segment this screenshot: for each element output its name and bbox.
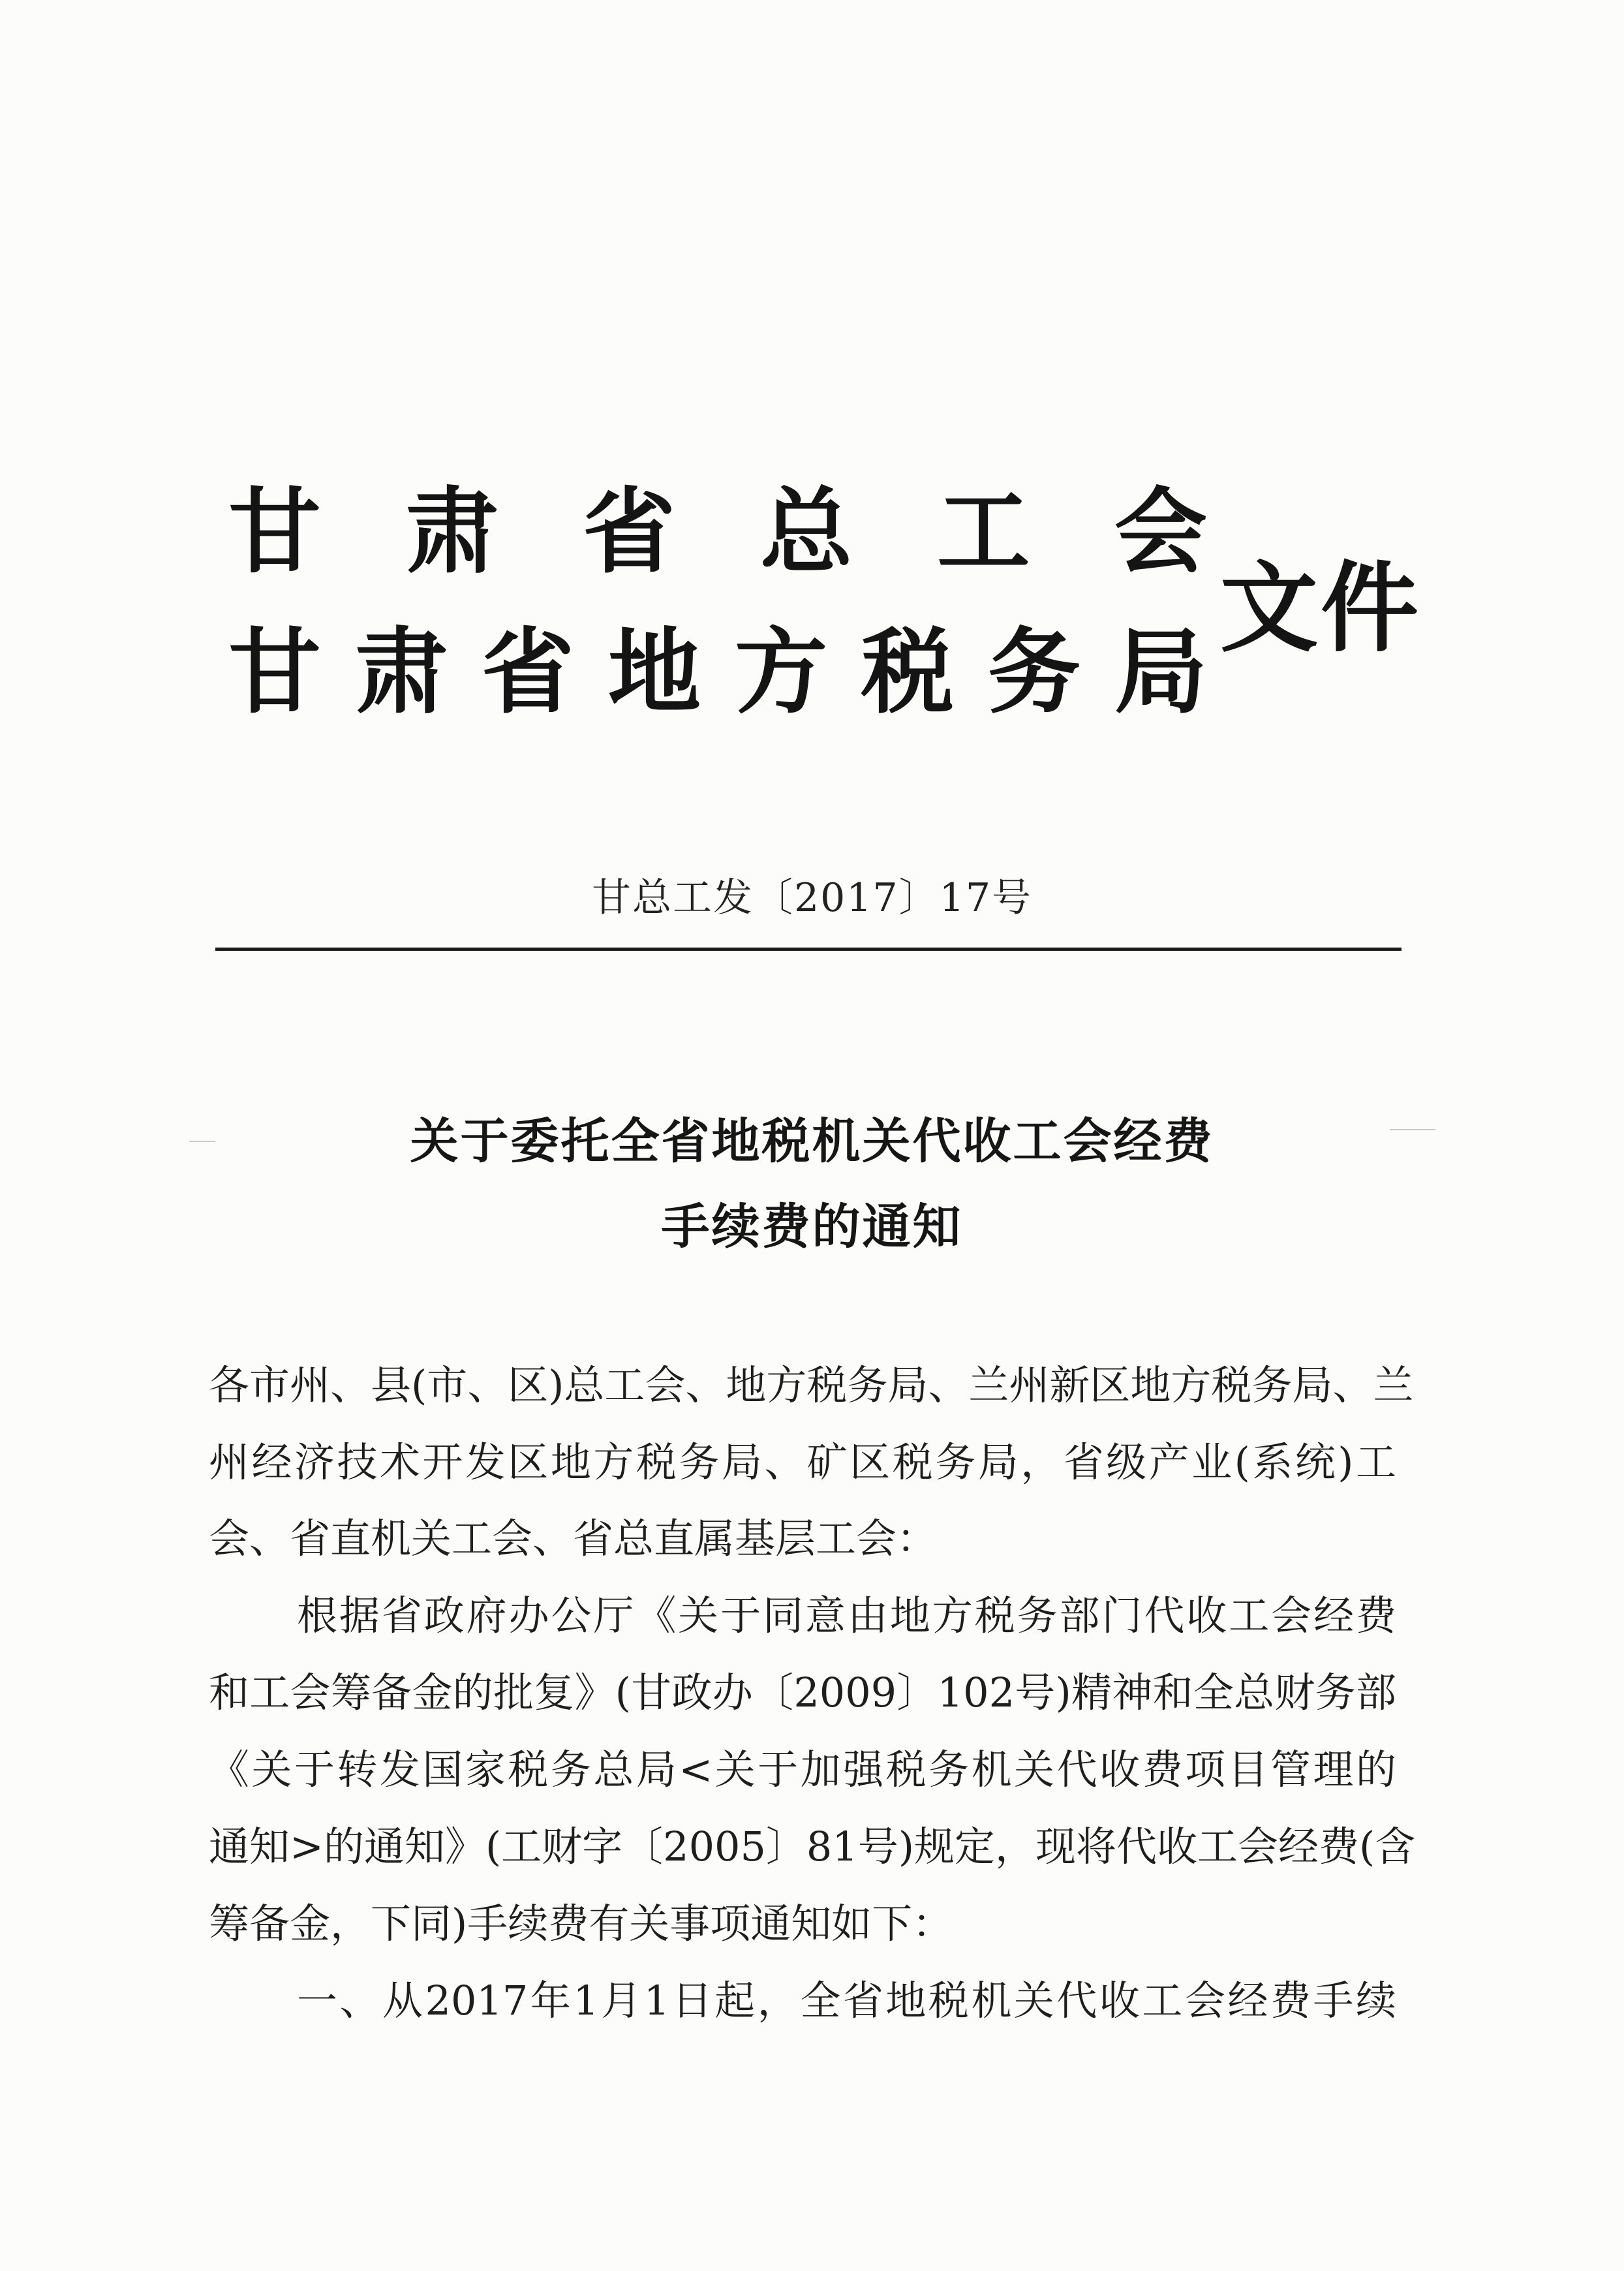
body-line: 州经济技术开发区地方税务局、矿区税务局，省级产业(系统)工: [209, 1438, 1396, 1486]
body-line: 根据省政府办公厅《关于同意由地方税务部门代收工会经费: [297, 1592, 1396, 1639]
document-title-line-2: 手续费的通知: [661, 1199, 963, 1255]
document-number: 甘总工发〔2017〕17号: [591, 875, 1033, 921]
issuer-name-tax-bureau: [228, 619, 1207, 726]
issuer-char: 甘: [228, 619, 321, 726]
issuer-char: 税: [861, 619, 954, 726]
body-line: 会、省直机关工会、省总直属基层工会：: [209, 1515, 938, 1562]
document-type-label: 文件: [1220, 552, 1422, 666]
issuer-char: 会: [1114, 478, 1207, 586]
issuer-char: 务: [988, 619, 1080, 726]
issuer-name-federation: [228, 478, 1207, 586]
body-line: 筹备金，下同)手续费有关事项通知如下：: [209, 1900, 953, 1947]
issuer-char: 甘: [228, 478, 321, 586]
body-line: 各市州、县(市、区)总工会、地方税务局、兰州新区地方税务局、兰: [209, 1361, 1414, 1409]
issuer-char: 省: [583, 478, 676, 586]
issuer-char: 地: [608, 619, 701, 726]
issuer-char: 肃: [405, 478, 498, 586]
body-line: 通知>的通知》(工财字〔2005〕81号)规定，现将代收工会经费(含: [209, 1823, 1416, 1870]
header-divider: [215, 948, 1402, 951]
issuer-char: 工: [937, 478, 1030, 586]
body-line: 一、从2017年1月1日起，全省地税机关代收工会经费手续: [297, 1977, 1396, 2024]
document-title-line-1: 关于委托全省地税机关代收工会经费: [410, 1113, 1214, 1169]
body-line: 和工会筹备金的批复》(甘政办〔2009〕102号)精神和全总财务部: [209, 1669, 1396, 1716]
issuer-char: 总: [759, 478, 853, 586]
issuer-char: 肃: [355, 619, 448, 726]
issuer-char: 方: [735, 619, 827, 726]
body-line: 《关于转发国家税务总局<关于加强税务机关代收费项目管理的: [209, 1746, 1396, 1793]
issuer-char: 省: [482, 619, 574, 726]
issuer-char: 局: [1114, 619, 1207, 726]
